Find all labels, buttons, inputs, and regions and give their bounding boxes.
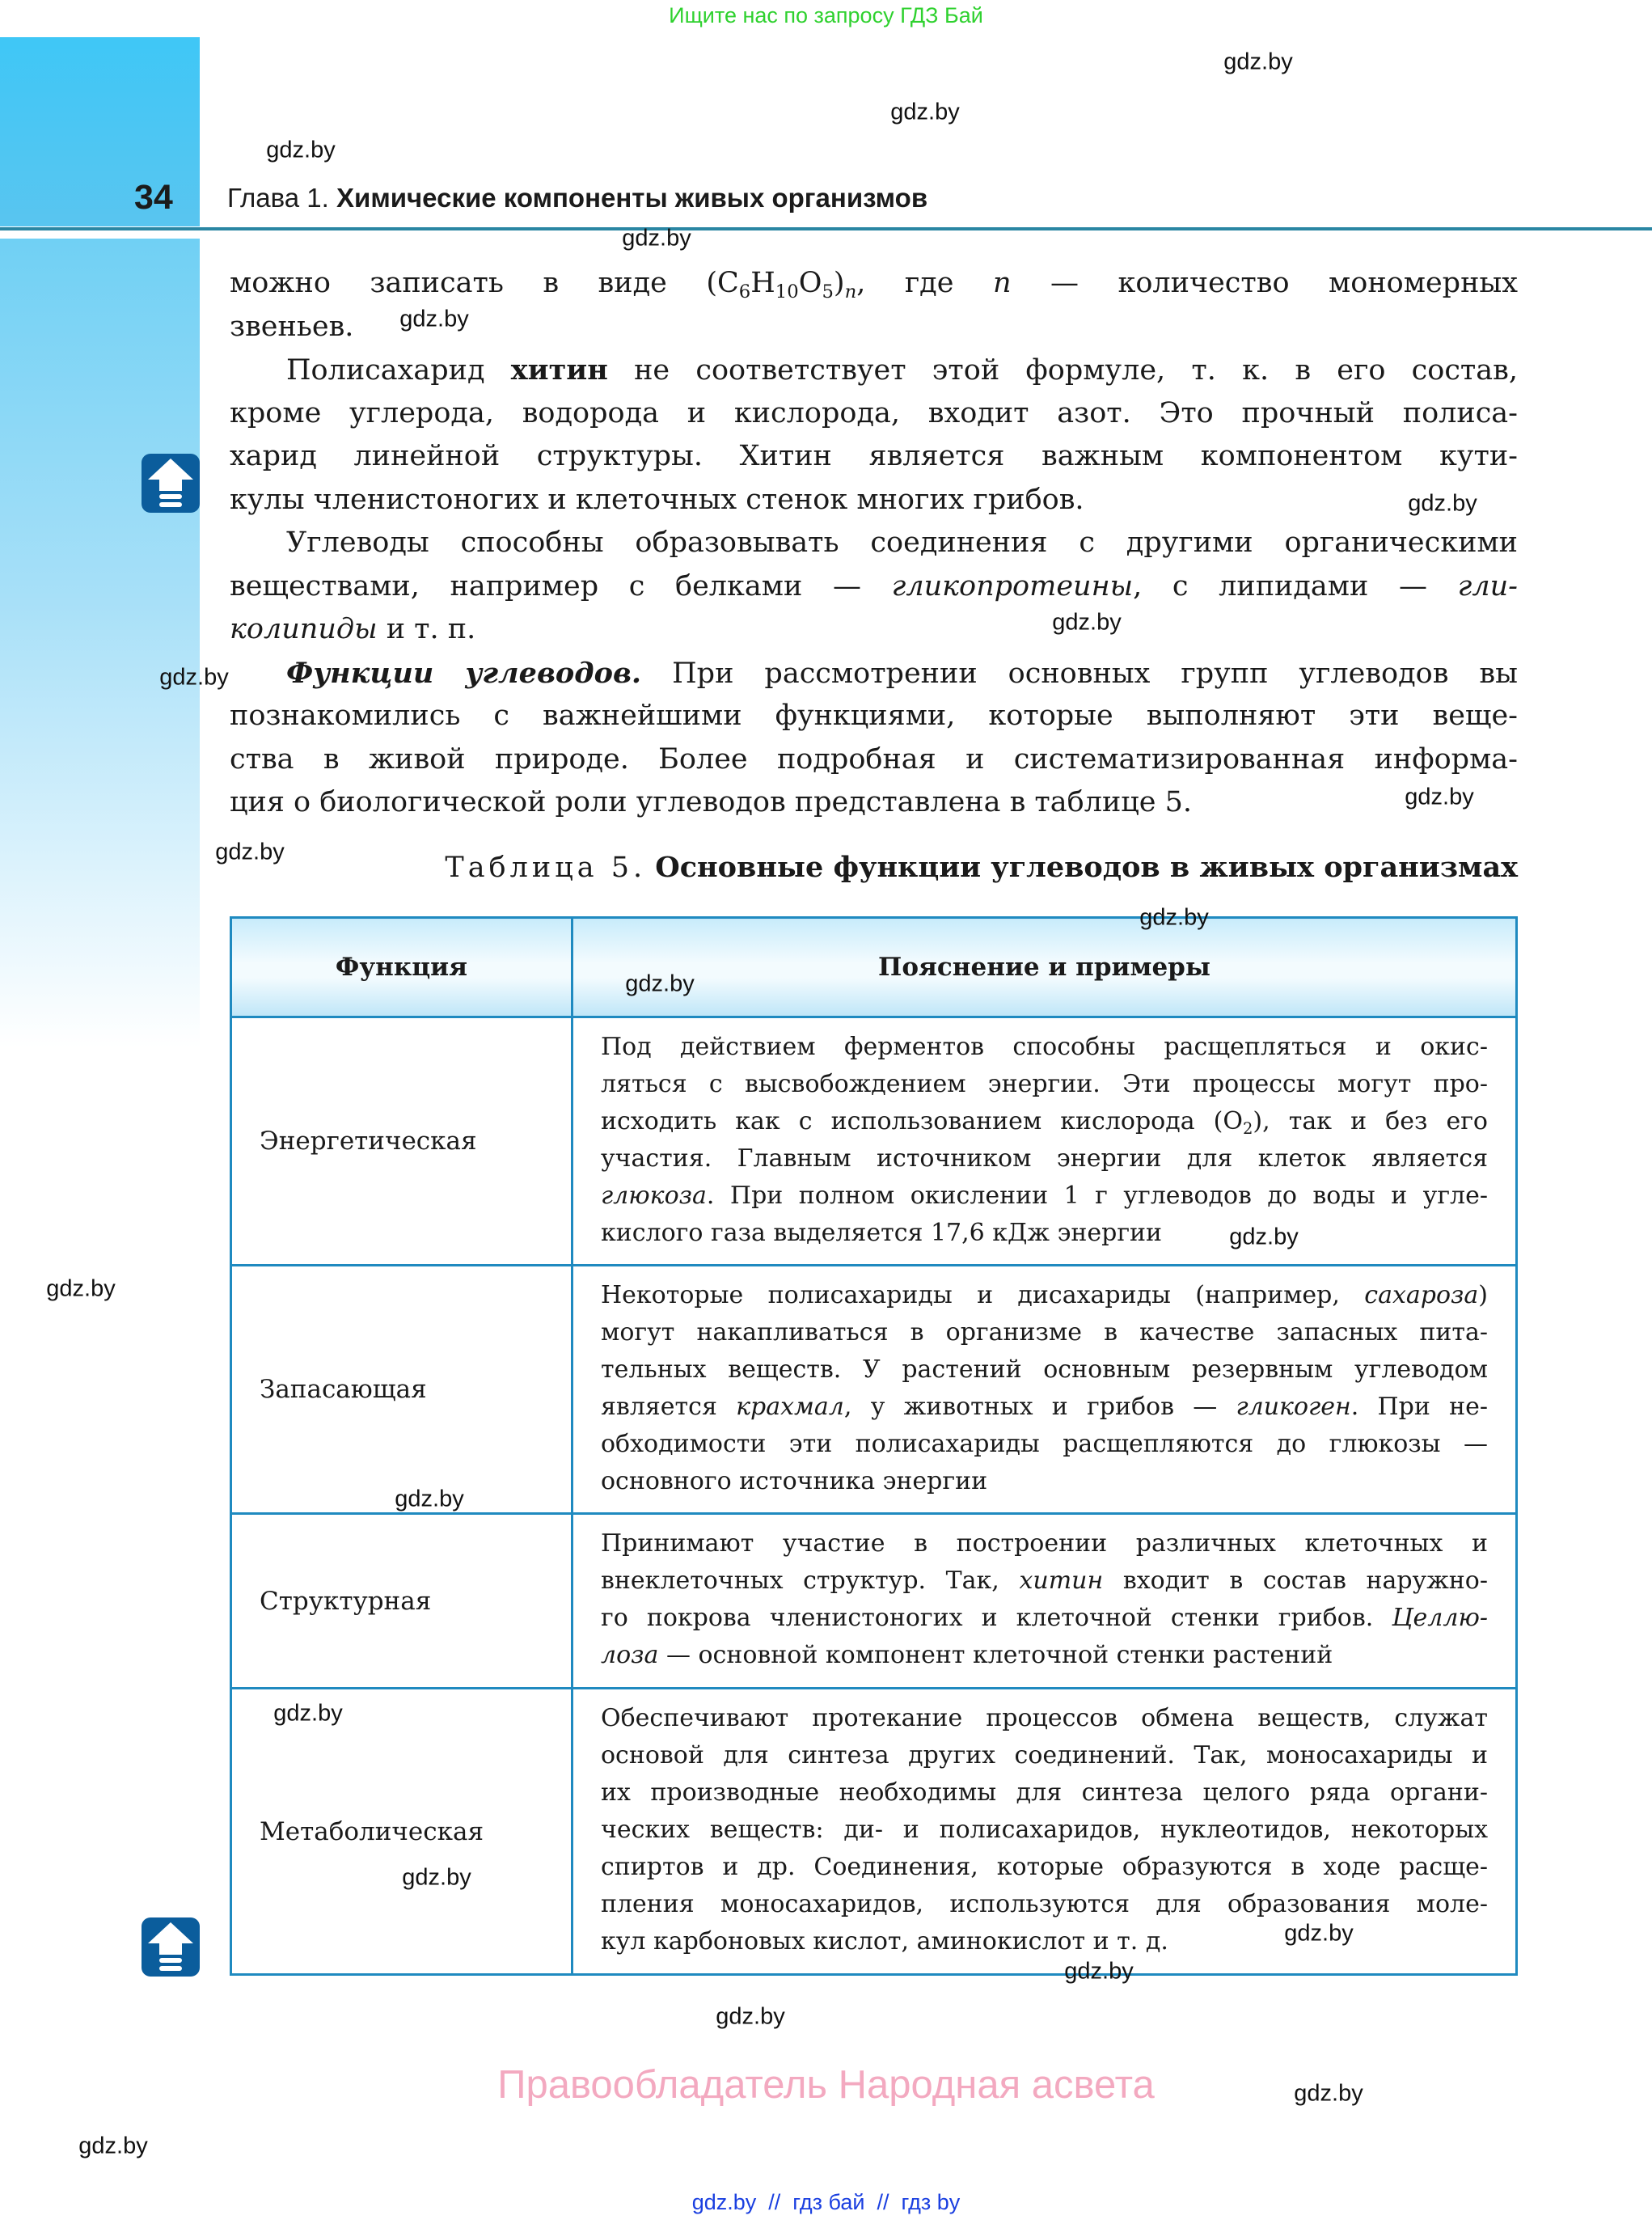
- watermark: gdz.by: [625, 970, 695, 997]
- watermark: gdz.by: [215, 839, 285, 865]
- search-banner: Ищите нас по запросу ГДЗ Бай: [669, 3, 983, 27]
- emphasis-run: крахмал: [736, 1393, 844, 1421]
- body-text: [230, 262, 1518, 825]
- emphasis-run: колипиды: [230, 613, 378, 645]
- text-line: [601, 1774, 1488, 1812]
- watermark: gdz.by: [402, 1864, 471, 1891]
- text-run: ): [1478, 1281, 1488, 1309]
- function-cell: Метаболическая: [231, 1689, 572, 1975]
- text-line: [601, 1215, 1488, 1252]
- text-run: участия. Главным источником энергии для клеток является: [601, 1144, 1488, 1173]
- table-row: [231, 1514, 1517, 1689]
- text-line: [601, 1737, 1488, 1774]
- text-run: — основной компонент клеточной стенки растений: [658, 1641, 1333, 1669]
- explanation-cell: [572, 1266, 1517, 1514]
- text-line: [601, 1812, 1488, 1849]
- text-run: Полисахарид: [286, 354, 511, 387]
- emphasis-run: глюкоза: [601, 1182, 707, 1210]
- text-line: [230, 608, 1518, 652]
- function-cell: Энергетическая: [231, 1017, 572, 1266]
- copyright-notice: Правообладатель Народная асвета: [497, 2063, 1155, 2107]
- text-line: [601, 1920, 1488, 1960]
- up-arrow-icon[interactable]: [142, 1917, 200, 1977]
- text-line: [601, 1389, 1488, 1426]
- text-run: . При полном окислении 1 г углеводов до воды и угле-: [706, 1182, 1488, 1210]
- text-line: [601, 1103, 1488, 1140]
- text-run: пления моносахаридов, используются для образования моле-: [601, 1890, 1488, 1918]
- table-row: [231, 1266, 1517, 1514]
- text-run: кислого газа выделяется 17,6 кДж энергии: [601, 1219, 1163, 1247]
- text-line: [230, 781, 1518, 825]
- text-run: можно записать в виде (C: [230, 267, 739, 299]
- chapter-title: Химические компоненты живых организмов: [336, 183, 928, 213]
- text-line: [601, 1637, 1488, 1674]
- text-run: их производные необходимы для синтеза целого ряда органи-: [601, 1778, 1488, 1807]
- text-run: кулы членистоногих и клеточных стенок многих грибов.: [230, 483, 1084, 516]
- up-arrow-icon[interactable]: [142, 454, 200, 513]
- text-line: [601, 1351, 1488, 1389]
- emphasis-run: хитин: [510, 353, 608, 387]
- watermark: gdz.by: [399, 306, 469, 332]
- text-line: [601, 1314, 1488, 1351]
- watermark: gdz.by: [1284, 1920, 1354, 1947]
- text-run: Углеводы способны образовывать соединения с другими органическими: [286, 526, 1518, 559]
- table-caption: [445, 851, 1518, 884]
- text-run: кроме углерода, водорода и кислорода, входит азот. Это прочный полиса-: [230, 396, 1518, 429]
- text-run: кул карбоновых кислот, аминокислот и т. д.: [601, 1927, 1168, 1956]
- text-run: веществами, например с белками —: [230, 569, 892, 603]
- emphasis-run: Целлю-: [1392, 1604, 1488, 1632]
- watermark: gdz.by: [1223, 49, 1293, 75]
- text-line: [230, 392, 1518, 436]
- table-header-row: [231, 918, 1517, 1017]
- text-line: [230, 522, 1518, 565]
- text-line: [230, 349, 1518, 392]
- emphasis-run: гликоген: [1236, 1393, 1351, 1421]
- watermark: gdz.by: [716, 2003, 785, 2030]
- page-number: 34: [134, 178, 173, 217]
- watermark: gdz.by: [1052, 609, 1122, 636]
- watermark: gdz.by: [1405, 784, 1474, 810]
- text-run: не соответствует этой формуле, т. к. в его состав,: [607, 354, 1518, 387]
- text-run: харид линейной структуры. Хитин является важным компонентом кути-: [230, 440, 1518, 472]
- text-run: ): [833, 267, 845, 299]
- text-run: ), так и без его: [1253, 1107, 1488, 1135]
- text-line: [601, 1140, 1488, 1178]
- text-run: внеклеточных структур. Так,: [601, 1567, 1020, 1595]
- text-line: [601, 1463, 1488, 1500]
- text-run: обходимости эти полисахариды расщепляются до глюкозы —: [601, 1430, 1488, 1458]
- text-line: [601, 1029, 1488, 1066]
- watermark: gdz.by: [1064, 1958, 1134, 1985]
- watermark: gdz.by: [1229, 1224, 1299, 1250]
- text-run: , у животных и грибов —: [843, 1393, 1236, 1421]
- function-cell: Запасающая: [231, 1266, 572, 1514]
- emphasis-run: хитин: [1019, 1567, 1104, 1595]
- text-run: ция о биологической роли углеводов представлена в таблице 5.: [230, 786, 1193, 818]
- text-run: , с липидами —: [1133, 569, 1458, 603]
- text-run: H: [750, 267, 775, 299]
- watermark: gdz.by: [1294, 2080, 1363, 2107]
- text-run: Обеспечивают протекание процессов обмена веществ, служат: [601, 1704, 1488, 1732]
- footer-links[interactable]: gdz.by // гдз бай // гдз by: [691, 2190, 961, 2214]
- chapter-prefix: Глава 1.: [227, 183, 329, 213]
- watermark: gdz.by: [46, 1275, 116, 1302]
- watermark: gdz.by: [1139, 904, 1209, 931]
- explanation-cell: [572, 1017, 1517, 1266]
- text-line: [230, 262, 1518, 306]
- watermark: gdz.by: [622, 225, 691, 252]
- subscript: 5: [822, 281, 834, 302]
- text-run: познакомились с важнейшими функциями, которые выполняют эти веще-: [230, 700, 1518, 732]
- text-line: [230, 565, 1518, 609]
- text-line: [601, 1525, 1488, 1562]
- watermark: gdz.by: [395, 1486, 464, 1512]
- emphasis-run: сахароза: [1364, 1281, 1479, 1309]
- subscript: 6: [738, 281, 751, 302]
- emphasis-run: лоза: [601, 1641, 659, 1669]
- column-header-explanation: Пояснение и примеры: [572, 918, 1517, 1017]
- watermark: gdz.by: [273, 1700, 343, 1727]
- text-run: . При не-: [1350, 1393, 1488, 1421]
- text-run: — количество мономерных: [1011, 267, 1518, 299]
- text-line: [230, 652, 1518, 696]
- text-run: При рассмотрении основных групп углеводов вы: [641, 657, 1518, 690]
- watermark: gdz.by: [1408, 490, 1477, 517]
- sidebar-band: [0, 239, 200, 1047]
- text-run: ляться с высвобождением энергии. Эти процессы могут про-: [601, 1070, 1488, 1098]
- function-cell: Структурная: [231, 1514, 572, 1689]
- text-run: и т. п.: [377, 613, 476, 645]
- watermark: gdz.by: [890, 99, 960, 125]
- running-header: [227, 183, 927, 214]
- watermark: gdz.by: [159, 664, 229, 691]
- text-run: основного источника энергии: [601, 1467, 988, 1495]
- text-run: Под действием ферментов способны расщепляться и окис-: [601, 1033, 1488, 1061]
- text-line: [601, 1562, 1488, 1600]
- explanation-cell: [572, 1689, 1517, 1975]
- text-run: звеньев.: [230, 310, 354, 343]
- text-line: [601, 1178, 1488, 1215]
- caption-title: Основные функции углеводов в живых организмах: [655, 851, 1518, 884]
- text-run: спиртов и др. Соединения, которые образуются в ходе расще-: [601, 1853, 1488, 1881]
- text-line: [601, 1426, 1488, 1463]
- table-row: [231, 1017, 1517, 1266]
- watermark: gdz.by: [78, 2133, 148, 2159]
- watermark: gdz.by: [266, 137, 336, 163]
- emphasis-run: Функции углеводов.: [286, 656, 642, 690]
- text-run: O: [798, 267, 822, 299]
- header-rule: [0, 227, 1652, 230]
- text-line: [601, 1600, 1488, 1637]
- text-run: является: [601, 1393, 737, 1421]
- text-line: [230, 435, 1518, 479]
- text-run: тельных веществ. У растений основным резервным углеводом: [601, 1355, 1488, 1384]
- text-line: [230, 479, 1518, 522]
- caption-label: Таблица 5.: [445, 852, 647, 884]
- emphasis-run: n: [992, 267, 1012, 299]
- carbohydrate-functions-table: [230, 916, 1518, 1976]
- text-line: [601, 1066, 1488, 1103]
- explanation-cell: [572, 1514, 1517, 1689]
- emphasis-run: гликопротеины: [891, 569, 1134, 603]
- text-run: Некоторые полисахариды и дисахариды (например,: [601, 1281, 1365, 1309]
- emphasis-run: гли-: [1457, 569, 1518, 603]
- column-header-function: Функция: [231, 918, 572, 1017]
- text-run: ческих веществ: ди- и полисахаридов, нуклеотидов, некоторых: [601, 1816, 1488, 1844]
- subscript: 2: [1242, 1118, 1253, 1138]
- text-run: Принимают участие в построении различных клеточных и: [601, 1529, 1488, 1558]
- text-line: [601, 1277, 1488, 1314]
- text-run: входит в состав наружно-: [1103, 1567, 1488, 1595]
- text-run: основой для синтеза других соединений. Так, моносахариды и: [601, 1741, 1488, 1769]
- text-run: исходить как с использованием кислорода (O: [601, 1107, 1243, 1135]
- text-run: го покрова членистоногих и клеточной стенки грибов.: [601, 1604, 1392, 1632]
- text-run: , где: [856, 267, 993, 299]
- text-line: [601, 1700, 1488, 1737]
- text-line: [230, 695, 1518, 738]
- text-run: ства в живой природе. Более подробная и систематизированная информа-: [230, 742, 1518, 776]
- text-line: [601, 1849, 1488, 1886]
- text-line: [601, 1886, 1488, 1923]
- subscript: n: [844, 281, 857, 302]
- subscript: 10: [775, 281, 799, 302]
- text-run: могут накапливаться в организме в качестве запасных пита-: [601, 1318, 1488, 1347]
- text-line: [230, 738, 1518, 782]
